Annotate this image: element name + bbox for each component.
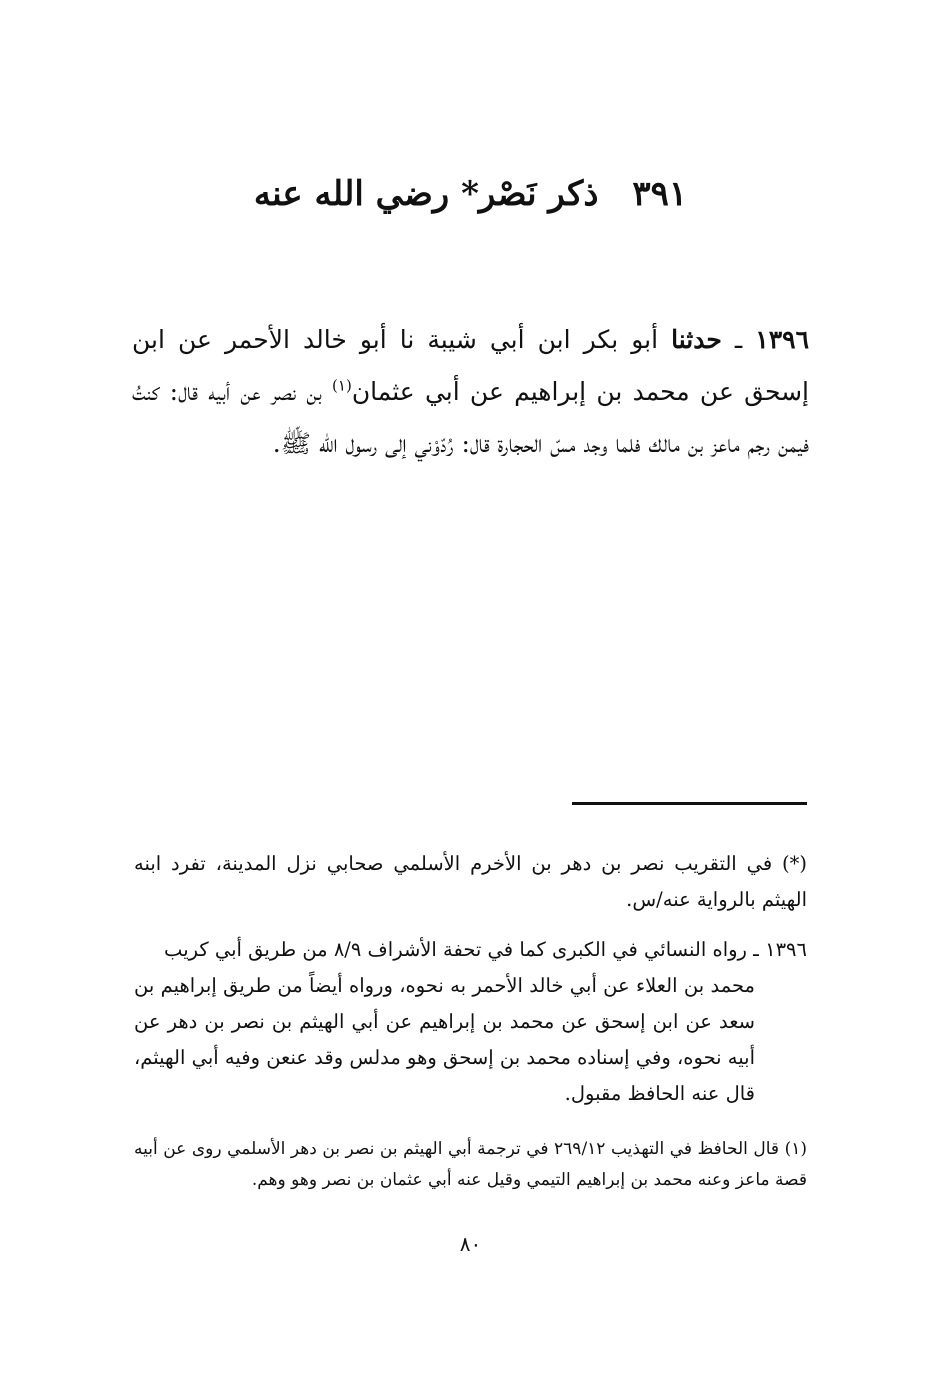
chapter-number: ٣٩١ xyxy=(632,174,688,214)
footnote-star xyxy=(134,846,807,918)
hadith-paragraph xyxy=(132,314,809,470)
footnote-1 xyxy=(134,1134,807,1196)
footnote-marker: (١) xyxy=(332,376,352,395)
hadith-text-part1: أبو بكر ابن أبي شيبة نا أبو خالد الأحمر عن ابن إسحق عن محمد بن إبراهيم عن أبي عثمان xyxy=(132,325,809,406)
footnote-1-text: قال الحافظ في التهذيب ٢٦٩/١٢ في ترجمة أبي الهيثم بن نصر بن دهر الأسلمي روى عن أبيه قصة ماعز وعنه محمد بن إبراهيم التيمي وقيل عنه أبي عثمان بن نصر وهو وهم. xyxy=(134,1139,807,1190)
page-number: ٨٠ xyxy=(459,1232,482,1256)
hadith-tahdith: حدثنا xyxy=(671,325,722,354)
footnote-star-marker: (*) xyxy=(782,852,807,875)
hadith-dash: ـ xyxy=(721,325,756,354)
chapter-title xyxy=(110,168,831,220)
hadith-number: ١٣٩٦ xyxy=(755,325,810,354)
takhrij-dash: ـ xyxy=(746,938,766,961)
footnote-takhrij xyxy=(134,932,807,1112)
footnote-1-marker: (١) xyxy=(784,1139,807,1159)
takhrij-number: ١٣٩٦ xyxy=(765,938,807,961)
takhrij-first-line xyxy=(134,932,807,968)
takhrij-rest-text: محمد بن العلاء عن أبي خالد الأحمر به نحوه، ورواه أيضاً من طريق إبراهيم بن سعد عن ابن إسحق عن محمد بن إبراهيم عن أبي الهيثم بن نصر بن دهر عن أبيه نحوه، وفي إسناده محمد بن إسحق وهو مدلس وقد عنعن وفيه أبي الهيثم، قال عنه الحافظ مقبول. xyxy=(134,974,755,1105)
chapter-heading: ذكر نَصْر* رضي الله عنه xyxy=(253,174,599,214)
hadith-text-part2: بن نصر عن أبيه قال: كنتُ فيمن رجم ماعز بن مالك فلما وجد مسّ الحجارة قال: رُدّوْني إلى رسول الله ﷺ. xyxy=(132,377,809,458)
footnote-separator xyxy=(572,802,807,805)
footnote-star-text: في التقريب نصر بن دهر بن الأخرم الأسلمي صحابي نزل المدينة، تفرد ابنه الهيثم بالرواية عنه/س. xyxy=(134,852,807,911)
takhrij-first-text: رواه النسائي في الكبرى كما في تحفة الأشراف ٨/٩ من طريق أبي كريب xyxy=(164,938,747,961)
